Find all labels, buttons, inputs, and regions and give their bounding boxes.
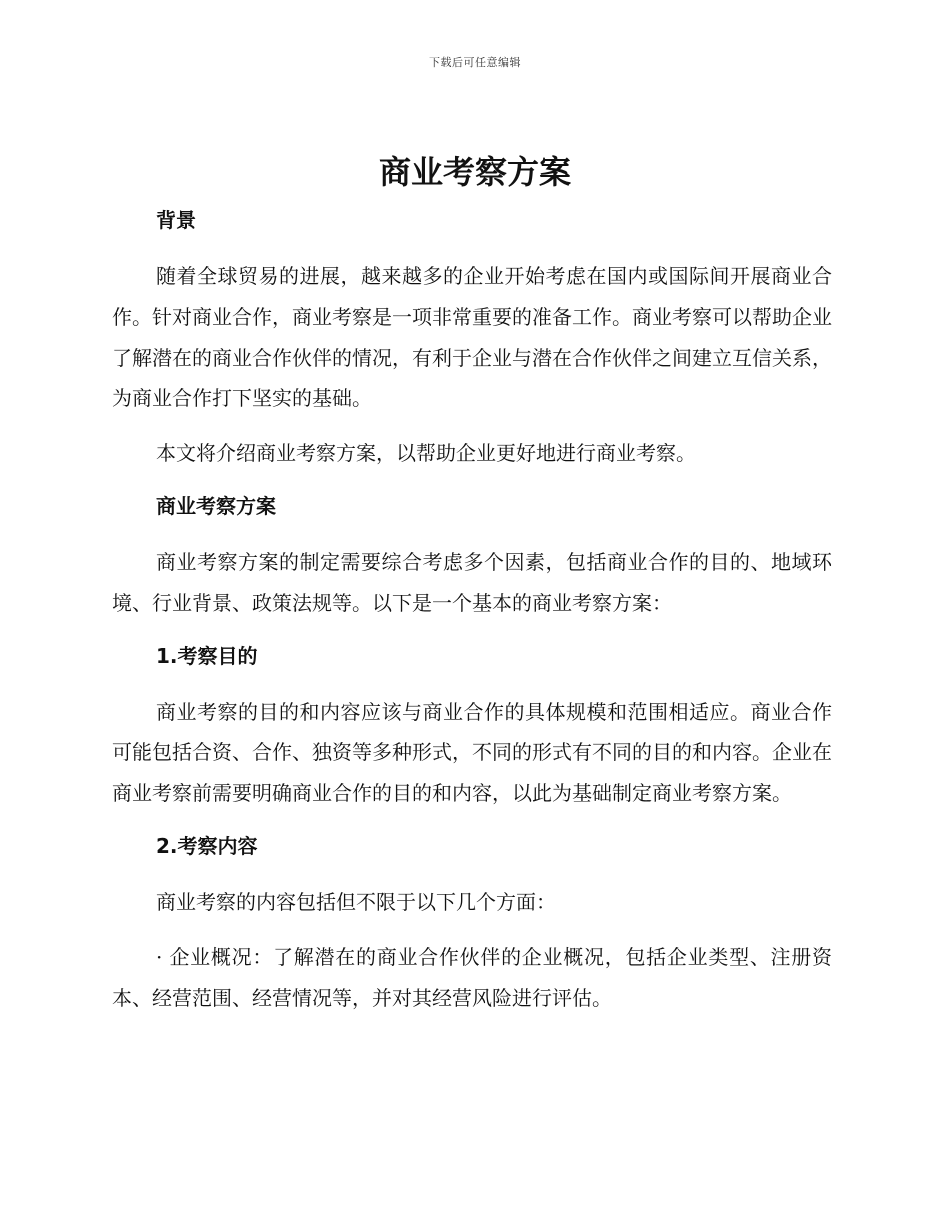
background-paragraph-1: 随着全球贸易的进展，越来越多的企业开始考虑在国内或国际间开展商业合作。针对商业合作，商业考察是一项非常重要的准备工作。商业考察可以帮助企业了解潜在的商业合作伙伴的情况，有利于企业与潜在合作伙伴之间建立互信关系，为商业合作打下坚实的基础。: [112, 264, 832, 411]
content-paragraph-1: 商业考察的内容包括但不限于以下几个方面：: [156, 889, 556, 914]
purpose-paragraph-1: 商业考察的目的和内容应该与商业合作的具体规模和范围相适应。商业合作可能包括合资、合作、独资等多种形式，不同的形式有不同的目的和内容。企业在商业考察前需要明确商业合作的目的和内容，以此为基础制定商业考察方案。: [112, 699, 832, 806]
document-title: 商业考察方案: [378, 153, 571, 191]
content-bullet-company-overview: · 企业概况：了解潜在的商业合作伙伴的企业概况，包括企业类型、注册资本、经营范围、经营情况等，并对其经营风险进行评估。: [112, 944, 832, 1010]
document-body: [112, 202, 832, 1018]
plan-paragraph-1: 商业考察方案的制定需要综合考虑多个因素，包括商业合作的目的、地域环境、行业背景、政策法规等。以下是一个基本的商业考察方案：: [112, 549, 832, 615]
section-heading-purpose: 1.考察目的: [156, 643, 258, 668]
header-note: 下载后可任意编辑: [429, 56, 521, 69]
background-paragraph-2: 本文将介绍商业考察方案，以帮助企业更好地进行商业考察。: [156, 441, 696, 466]
section-heading-plan: 商业考察方案: [156, 493, 276, 518]
section-heading-content: 2.考察内容: [156, 833, 258, 858]
section-heading-background: 背景: [156, 208, 196, 232]
